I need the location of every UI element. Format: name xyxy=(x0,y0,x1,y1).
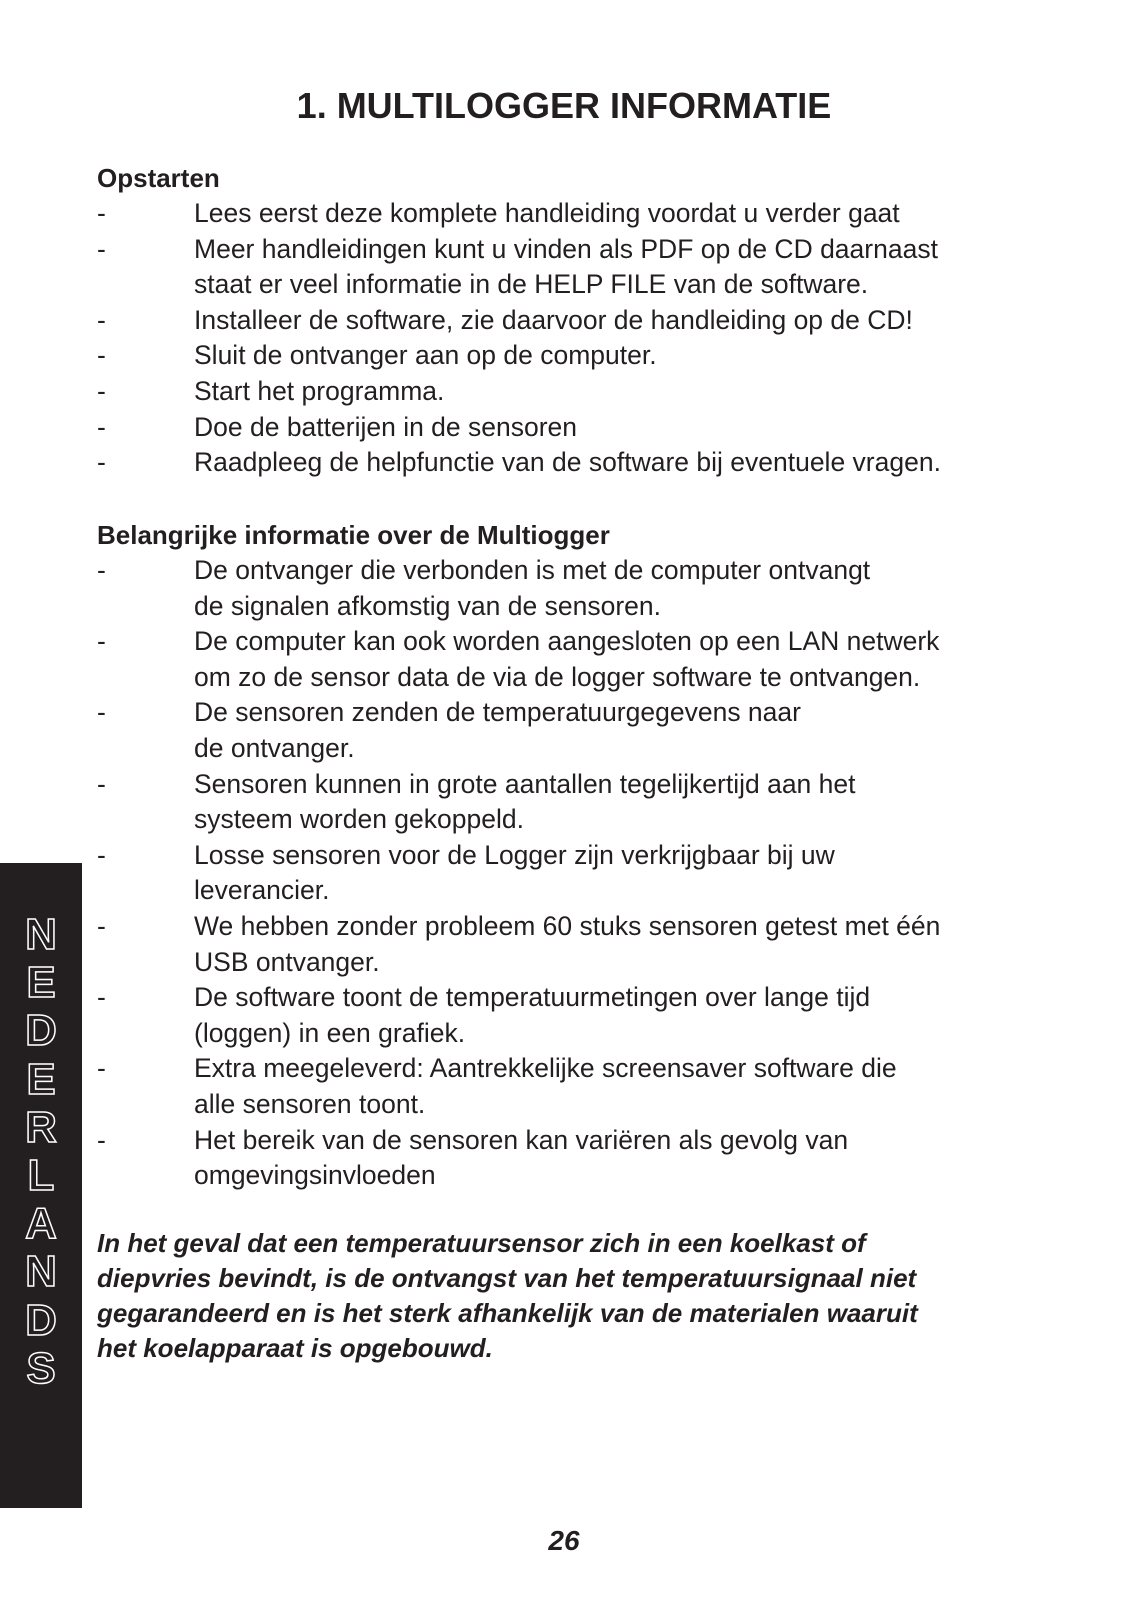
bullet-dash: - xyxy=(97,411,106,442)
list-item-text xyxy=(194,410,1057,446)
bullet-dash: - xyxy=(97,768,106,799)
text-line: systeem worden gekoppeld. xyxy=(194,804,524,835)
bullet-dash: - xyxy=(97,1053,106,1084)
list-item-text xyxy=(194,338,1057,374)
list-item xyxy=(97,767,1057,838)
text-line: Meer handleidingen kunt u vinden als PDF op de CD daarnaast xyxy=(194,233,938,264)
text-line: Het bereik van de sensoren kan variëren als gevolg van xyxy=(194,1124,849,1155)
list-item-text xyxy=(194,553,1057,624)
text-line: de signalen afkomstig van de sensoren. xyxy=(194,590,661,621)
list-item xyxy=(97,445,1057,481)
text-line: (loggen) in een grafiek. xyxy=(194,1017,466,1048)
list-item xyxy=(97,374,1057,410)
text-line: De computer kan ook worden aangesloten op een LAN netwerk xyxy=(194,626,940,657)
note-line: gegarandeerd en is het sterk afhankelijk van de materialen waaruit xyxy=(97,1298,918,1328)
text-line: omgevingsinvloeden xyxy=(194,1160,436,1191)
language-tab-letter: L xyxy=(27,1151,55,1201)
bullet-dash: - xyxy=(97,198,106,228)
list-item xyxy=(97,196,1057,232)
list-item-text xyxy=(194,1051,1057,1122)
list-item-text xyxy=(194,232,1057,303)
list-item-text xyxy=(194,1123,1057,1194)
language-tab-letter: R xyxy=(25,1102,57,1152)
list-item xyxy=(97,1051,1057,1122)
list-item-text xyxy=(194,374,1057,410)
text-line: USB ontvanger. xyxy=(194,946,380,977)
language-tab-letter: N xyxy=(25,1247,57,1297)
bullet-list xyxy=(97,196,1057,481)
text-line: Lees eerst deze komplete handleiding voordat u verder gaat xyxy=(194,198,900,228)
bullet-dash: - xyxy=(97,839,106,870)
list-item-text xyxy=(194,838,1057,909)
text-line: Sensoren kunnen in grote aantallen tegelijkertijd aan het xyxy=(194,768,856,799)
text-line: leverancier. xyxy=(194,875,330,906)
language-tab-letter: A xyxy=(25,1199,57,1249)
text-line: Sluit de ontvanger aan op de computer. xyxy=(194,340,657,371)
bullet-dash: - xyxy=(97,626,106,657)
text-line: Start het programma. xyxy=(194,375,445,406)
bullet-dash: - xyxy=(97,1124,106,1155)
text-line: de ontvanger. xyxy=(194,732,355,763)
bullet-dash: - xyxy=(97,555,106,585)
language-tab-letter: D xyxy=(25,1295,57,1345)
text-line: Extra meegeleverd: Aantrekkelijke screensaver software die xyxy=(194,1053,897,1084)
note-line: het koelapparaat is opgebouwd. xyxy=(97,1333,493,1363)
bullet-list xyxy=(97,553,1057,1194)
note-line: diepvries bevindt, is de ontvangst van het temperatuursignaal niet xyxy=(97,1263,917,1293)
text-line: De software toont de temperatuurmetingen over lange tijd xyxy=(194,982,871,1013)
bullet-dash: - xyxy=(97,340,106,371)
list-item-text xyxy=(194,909,1057,980)
list-item-text xyxy=(194,767,1057,838)
text-line: om zo de sensor data de via de logger software te ontvangen. xyxy=(194,661,921,692)
text-line: Raadpleeg de helpfunctie van de software bij eventuele vragen. xyxy=(194,447,941,478)
list-item-text xyxy=(194,695,1057,766)
text-line: staat er veel informatie in de HELP FILE van de software. xyxy=(194,269,869,300)
page-title: 1. MULTILOGGER INFORMATIE xyxy=(296,85,832,126)
note-line: In het geval dat een temperatuursensor zich in een koelkast of xyxy=(97,1228,866,1258)
list-item xyxy=(97,410,1057,446)
language-tab-letter: S xyxy=(26,1343,56,1393)
bullet-dash: - xyxy=(97,447,106,478)
text-line: Losse sensoren voor de Logger zijn verkrijgbaar bij uw xyxy=(194,839,835,870)
list-item xyxy=(97,624,1057,695)
list-item-text xyxy=(194,303,1057,339)
bullet-dash: - xyxy=(97,375,106,406)
bullet-dash: - xyxy=(97,304,106,335)
list-item xyxy=(97,232,1057,303)
text-line: We hebben zonder probleem 60 stuks sensoren getest met één xyxy=(194,910,941,941)
language-tab xyxy=(0,863,82,1508)
section-heading: Belangrijke informatie over de Multiogger xyxy=(97,520,610,550)
language-tab-letter: E xyxy=(26,1054,56,1104)
list-item xyxy=(97,303,1057,339)
list-item xyxy=(97,1123,1057,1194)
list-item xyxy=(97,553,1057,624)
text-line: De sensoren zenden de temperatuurgegevens naar xyxy=(194,697,801,728)
list-item-text xyxy=(194,445,1057,481)
language-tab-letters xyxy=(0,911,82,1393)
list-item xyxy=(97,695,1057,766)
list-item xyxy=(97,980,1057,1051)
language-tab-letter: N xyxy=(25,910,57,959)
list-item-text xyxy=(194,196,1057,232)
text-line: alle sensoren toont. xyxy=(194,1088,426,1119)
bullet-dash: - xyxy=(97,910,106,941)
list-item xyxy=(97,338,1057,374)
list-item-text xyxy=(194,980,1057,1051)
list-item xyxy=(97,838,1057,909)
text-line: Installeer de software, zie daarvoor de handleiding op de CD! xyxy=(194,304,913,335)
bullet-dash: - xyxy=(97,697,106,728)
language-tab-letter: E xyxy=(26,958,56,1008)
warning-note xyxy=(97,1226,1057,1366)
language-tab-letter: D xyxy=(25,1006,57,1056)
section-belangrijke-informatie xyxy=(97,518,1057,1194)
list-item-text xyxy=(194,624,1057,695)
bullet-dash: - xyxy=(97,982,106,1013)
list-item xyxy=(97,909,1057,980)
section-heading: Opstarten xyxy=(97,163,220,193)
text-line: Doe de batterijen in de sensoren xyxy=(194,411,578,442)
text-line: De ontvanger die verbonden is met de computer ontvangt xyxy=(194,555,871,585)
bullet-dash: - xyxy=(97,233,106,264)
section-opstarten xyxy=(97,161,1057,481)
page-number: 26 xyxy=(548,1525,580,1556)
